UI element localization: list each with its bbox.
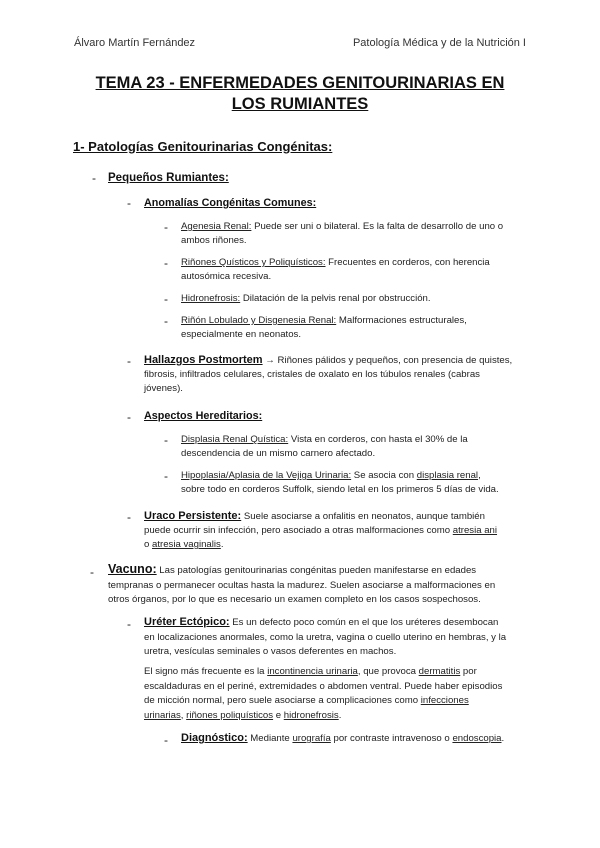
- page-title: [40, 73, 560, 115]
- item-text: El signo más frecuente es la: [144, 666, 268, 677]
- bullet: -: [127, 617, 131, 631]
- hereditary-heading: Aspectos Hereditarios:: [144, 410, 263, 422]
- item-text: Vista en corderos, con hasta el 30% de la: [288, 434, 468, 445]
- item-text: .: [501, 733, 505, 744]
- header-author: Álvaro Martín Fernández: [74, 37, 196, 49]
- bovine-heading: Vacuno:: [108, 562, 157, 576]
- item-text: escaldaduras en el periné, extremidades o abdomen ventral. Puede haber episodios: [144, 680, 503, 692]
- section-heading: 1- Patologías Genitourinarias Congénitas:: [73, 139, 333, 154]
- item-text: jóvenes).: [144, 383, 183, 394]
- bullet: -: [90, 565, 94, 579]
- title-line-1: TEMA 23 - ENFERMEDADES GENITOURINARIAS EN: [95, 74, 505, 92]
- link-atresia-vaginalis[interactable]: atresia vaginalis: [152, 539, 221, 550]
- item-text: Malformaciones estructurales,: [336, 315, 467, 326]
- bullet: -: [164, 433, 168, 447]
- item-text: puede ocurrir sin infección, pero asociado a otras malformaciones como: [144, 525, 453, 536]
- diagnosis-block: [181, 731, 504, 746]
- item-text: ,: [180, 709, 187, 721]
- item-text: uretra, vesículas seminales o vasos deferentes en machos.: [144, 646, 397, 657]
- diagnosis-heading: Diagnóstico:: [181, 732, 248, 744]
- bullet: -: [92, 171, 96, 185]
- item-text: , que provoca: [357, 666, 419, 677]
- bullet: -: [164, 314, 168, 328]
- item-text: Mediante: [247, 733, 293, 744]
- link-urografia[interactable]: urografía: [292, 733, 331, 744]
- item-text: Dilatación de la pelvis renal por obstrucción.: [240, 293, 431, 304]
- item-text: por contraste intravenoso o: [330, 733, 453, 744]
- ectopic-heading: Uréter Ectópico:: [144, 616, 230, 628]
- term: Agenesia Renal:: [181, 221, 252, 232]
- urachus-heading: Uraco Persistente:: [144, 510, 242, 522]
- item-text: Puede ser uni o bilateral. Es la falta de desarrollo de uno o: [251, 221, 504, 232]
- item-text: Riñones pálidos y pequeños, con presencia de quistes,: [277, 355, 513, 366]
- item-text: por: [460, 666, 477, 677]
- postmortem-block: [144, 353, 512, 396]
- small-ruminants-heading: Pequeños Rumiantes:: [108, 172, 229, 184]
- anomalies-heading: Anomalías Congénitas Comunes:: [144, 197, 317, 209]
- item-text: autosómica recesiva.: [181, 271, 272, 282]
- item-text: Se asocia con: [351, 470, 417, 481]
- item-text: .: [338, 709, 342, 721]
- link-rinones-poliquisticos[interactable]: riñones poliquísticos: [186, 709, 274, 721]
- bullet: -: [164, 469, 168, 483]
- term: Riñones Quísticos y Poliquísticos:: [181, 257, 326, 268]
- postmortem-heading: Hallazgos Postmortem: [144, 354, 263, 366]
- item-text: sobre todo en corderos Suffolk, siendo letal en los primeros 5 días de vida.: [181, 484, 499, 495]
- link-urinarias[interactable]: urinarias: [144, 709, 181, 721]
- item-text: .: [220, 539, 224, 550]
- item-text: o: [144, 539, 153, 550]
- bullet: -: [164, 292, 168, 306]
- term: Hipoplasia/Aplasia de la Vejiga Urinaria:: [181, 470, 352, 481]
- list-item: [181, 256, 490, 284]
- bovine-block: [108, 562, 495, 608]
- list-item: [181, 292, 431, 306]
- list-item: [181, 469, 499, 497]
- item-text: de micción normal, pero suele asociarse a complicaciones como: [144, 695, 421, 706]
- bullet: -: [164, 256, 168, 270]
- bullet: -: [127, 196, 131, 210]
- link-dermatitis[interactable]: dermatitis: [418, 666, 461, 677]
- link-hidronefrosis[interactable]: hidronefrosis: [283, 709, 339, 721]
- term: Riñón Lobulado y Disgenesia Renal:: [181, 315, 337, 326]
- bullet: -: [164, 733, 168, 747]
- item-text: Las patologías genitourinarias congénitas pueden manifestarse en edades: [156, 565, 477, 576]
- bullet: -: [127, 354, 131, 368]
- urachus-block: [144, 509, 497, 552]
- list-item: [181, 314, 467, 342]
- item-text: Es un defecto poco común en el que los uréteres desembocan: [229, 617, 499, 628]
- item-text: Frecuentes en corderos, con herencia: [325, 257, 490, 268]
- arrow-icon: →: [262, 355, 278, 366]
- link-endoscopia[interactable]: endoscopia: [452, 733, 502, 744]
- bullet: -: [127, 510, 131, 524]
- ectopic-paragraph-2: [144, 665, 502, 723]
- link-atresia-ani[interactable]: atresia ani: [452, 525, 498, 536]
- link-infecciones[interactable]: infecciones: [420, 695, 469, 706]
- header-subject: Patología Médica y de la Nutrición I: [352, 37, 526, 49]
- item-text: especialmente en neonatos.: [181, 329, 302, 340]
- item-text: tempranas o permanecer ocultas hasta la madurez. Suelen asociarse a malformaciones en: [108, 579, 496, 591]
- item-text: en localizaciones anormales, como la uretra, vagina o cuello uterino en hembras, y la: [144, 631, 507, 643]
- item-text: e: [273, 709, 284, 721]
- item-text: ambos riñones.: [181, 235, 247, 246]
- term: Displasia Renal Quística:: [181, 434, 289, 445]
- title-line-2: LOS RUMIANTES: [231, 95, 369, 113]
- bullet: -: [164, 220, 168, 234]
- link-incontinencia[interactable]: incontinencia urinaria: [267, 666, 358, 677]
- item-text: fibrosis, infiltrados celulares, cristales de oxalato en los túbulos renales (cabras: [144, 369, 480, 380]
- ectopic-block: [144, 615, 506, 660]
- bullet: -: [127, 410, 131, 424]
- item-text: ,: [478, 470, 481, 481]
- item-text: descendencia de un mismo carnero afectado.: [181, 448, 376, 459]
- list-item: [181, 220, 503, 248]
- term: Hidronefrosis:: [181, 293, 241, 304]
- list-item: [181, 433, 468, 461]
- item-text: Suele asociarse a onfalitis en neonatos, aunque también: [241, 511, 485, 522]
- item-text: otros órganos, por lo que es necesario un examen completo en los casos sospechosos.: [108, 594, 481, 605]
- link-displasia-renal[interactable]: displasia renal: [416, 470, 479, 481]
